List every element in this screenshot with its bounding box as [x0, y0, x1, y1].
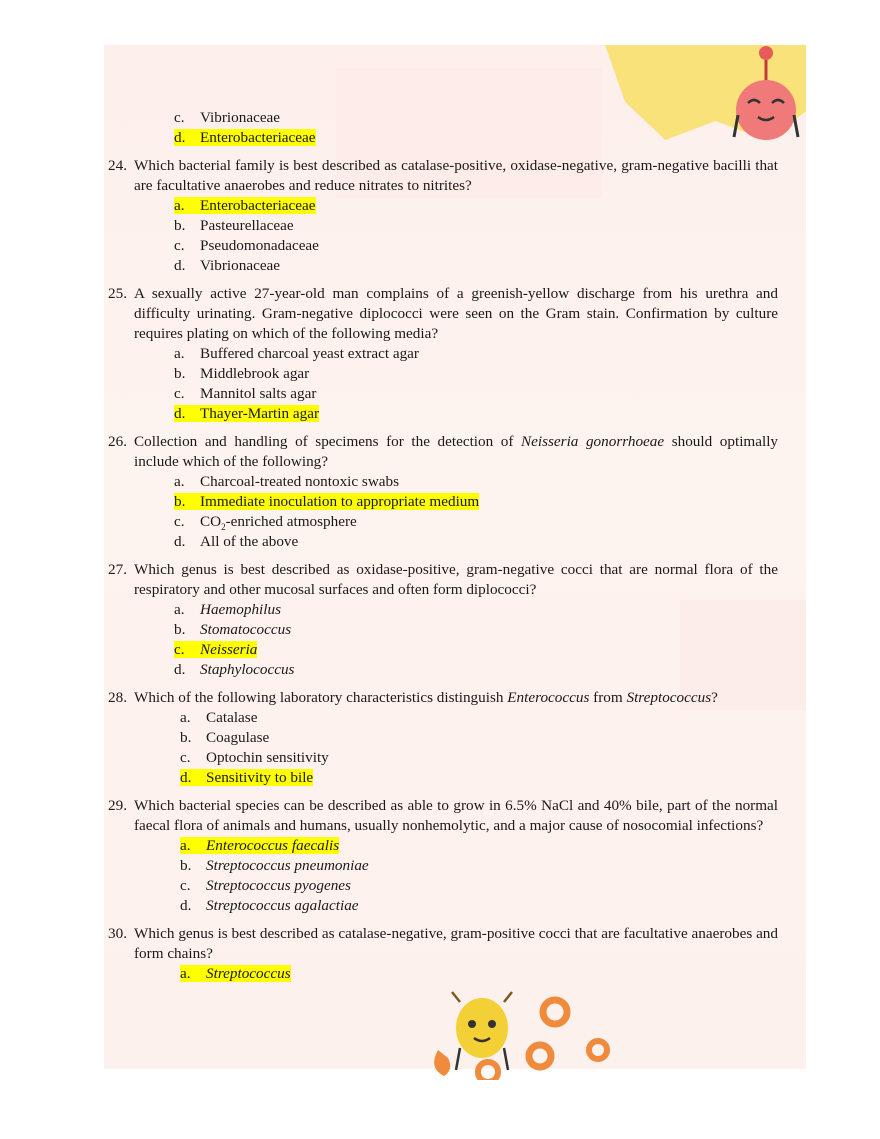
option-d: d. Staphylococcus: [174, 661, 295, 678]
correct-answer: Thayer-Martin agar: [200, 405, 320, 422]
question-number: 29.: [108, 797, 127, 814]
question-text: A sexually active 27-year-old man complains of a greenish-yellow discharge from his urethra and difficulty urinating. Gram-negative diplococci were seen on the Gram stain. Confirmation by culture requires plating on which of the following media?: [134, 285, 778, 342]
question-number: 27.: [108, 561, 127, 578]
option-a: a. Streptococcus: [180, 965, 291, 982]
option-c: c. $CO_2$-enriched atmosphere: [174, 513, 357, 533]
question-text: Which genus is best described as catalase-negative, gram-positive cocci that are facultative anaerobes and form chains?: [134, 925, 778, 962]
option-a: a. Haemophilus: [174, 601, 281, 618]
question-30: [108, 924, 778, 984]
option-b: b. Streptococcus pneumoniae: [180, 857, 369, 874]
question-25: [108, 284, 778, 424]
question-28: [108, 688, 778, 788]
correct-answer: Sensitivity to bile: [206, 769, 314, 786]
option-b: b. Middlebrook agar: [174, 365, 310, 382]
question-text: Collection and handling of specimens for the detection of Neisseria gonorrhoeae should optimally include which of the following?: [134, 433, 779, 470]
question-text: Which of the following laboratory characteristics distinguish Enterococcus from Streptococcus?: [134, 689, 718, 706]
option-b: b. Pasteurellaceae: [174, 217, 294, 234]
bacteria-mascot-icon: [420, 990, 620, 1080]
option-b: b. Stomatococcus: [174, 621, 292, 638]
option-b: b. Coagulase: [180, 729, 270, 746]
correct-answer: Neisseria: [200, 641, 258, 658]
question-number: 24.: [108, 157, 127, 174]
correct-answer: Enterobacteriaceae: [200, 197, 316, 214]
option-c: c. Neisseria: [174, 641, 258, 658]
option-c: c. Mannitol salts agar: [174, 385, 317, 402]
option-a: a. Catalase: [180, 709, 258, 726]
option-c: c. Optochin sensitivity: [180, 749, 329, 766]
option-d: d. Streptococcus agalactiae: [180, 897, 359, 914]
question-number: 25.: [108, 285, 127, 302]
question-number: 28.: [108, 689, 127, 706]
option-a: a. Enterobacteriaceae: [174, 197, 316, 214]
option-a: a. Enterococcus faecalis: [180, 837, 340, 854]
question-list: [108, 108, 778, 984]
question-text: Which bacterial family is best described as catalase-positive, oxidase-negative, gram-negative bacilli that are facultative anaerobes and reduce nitrates to nitrites?: [134, 157, 778, 194]
option-d: d. Thayer-Martin agar: [174, 405, 320, 422]
question-number: 26.: [108, 433, 127, 450]
option-a: a. Charcoal-treated nontoxic swabs: [174, 473, 400, 490]
question-29: [108, 796, 778, 916]
correct-answer: Streptococcus: [206, 965, 291, 982]
question-27: [108, 560, 778, 680]
option-a: a. Buffered charcoal yeast extract agar: [174, 345, 419, 362]
correct-answer: Enterobacteriaceae: [200, 129, 316, 146]
option-d: d. Enterobacteriaceae: [174, 129, 316, 146]
option-c: c. Pseudomonadaceae: [174, 237, 319, 254]
question-26: [108, 432, 778, 552]
question-text: Which bacterial species can be described as able to grow in 6.5% NaCl and 40% bile, part of the normal faecal flora of animals and humans, usually nonhemolytic, and a major cause of nosocomial infections?: [134, 797, 778, 834]
question-text: Which genus is best described as oxidase-positive, gram-negative cocci that are normal flora of the respiratory and other mucosal surfaces and often form diplococci?: [134, 561, 778, 598]
option-d: d. Vibrionaceae: [174, 257, 281, 274]
lead-options: [174, 108, 778, 148]
correct-answer: Immediate inoculation to appropriate medium: [200, 493, 480, 510]
question-number: 30.: [108, 925, 127, 942]
option-b: b. Immediate inoculation to appropriate medium: [174, 493, 480, 510]
question-24: [108, 156, 778, 276]
option-c: c. Streptococcus pyogenes: [180, 877, 351, 894]
option-d: d. All of the above: [174, 533, 299, 550]
correct-answer: Enterococcus faecalis: [206, 837, 340, 854]
option-d: d. Sensitivity to bile: [180, 769, 314, 786]
option-c: c. Vibrionaceae: [174, 109, 281, 126]
